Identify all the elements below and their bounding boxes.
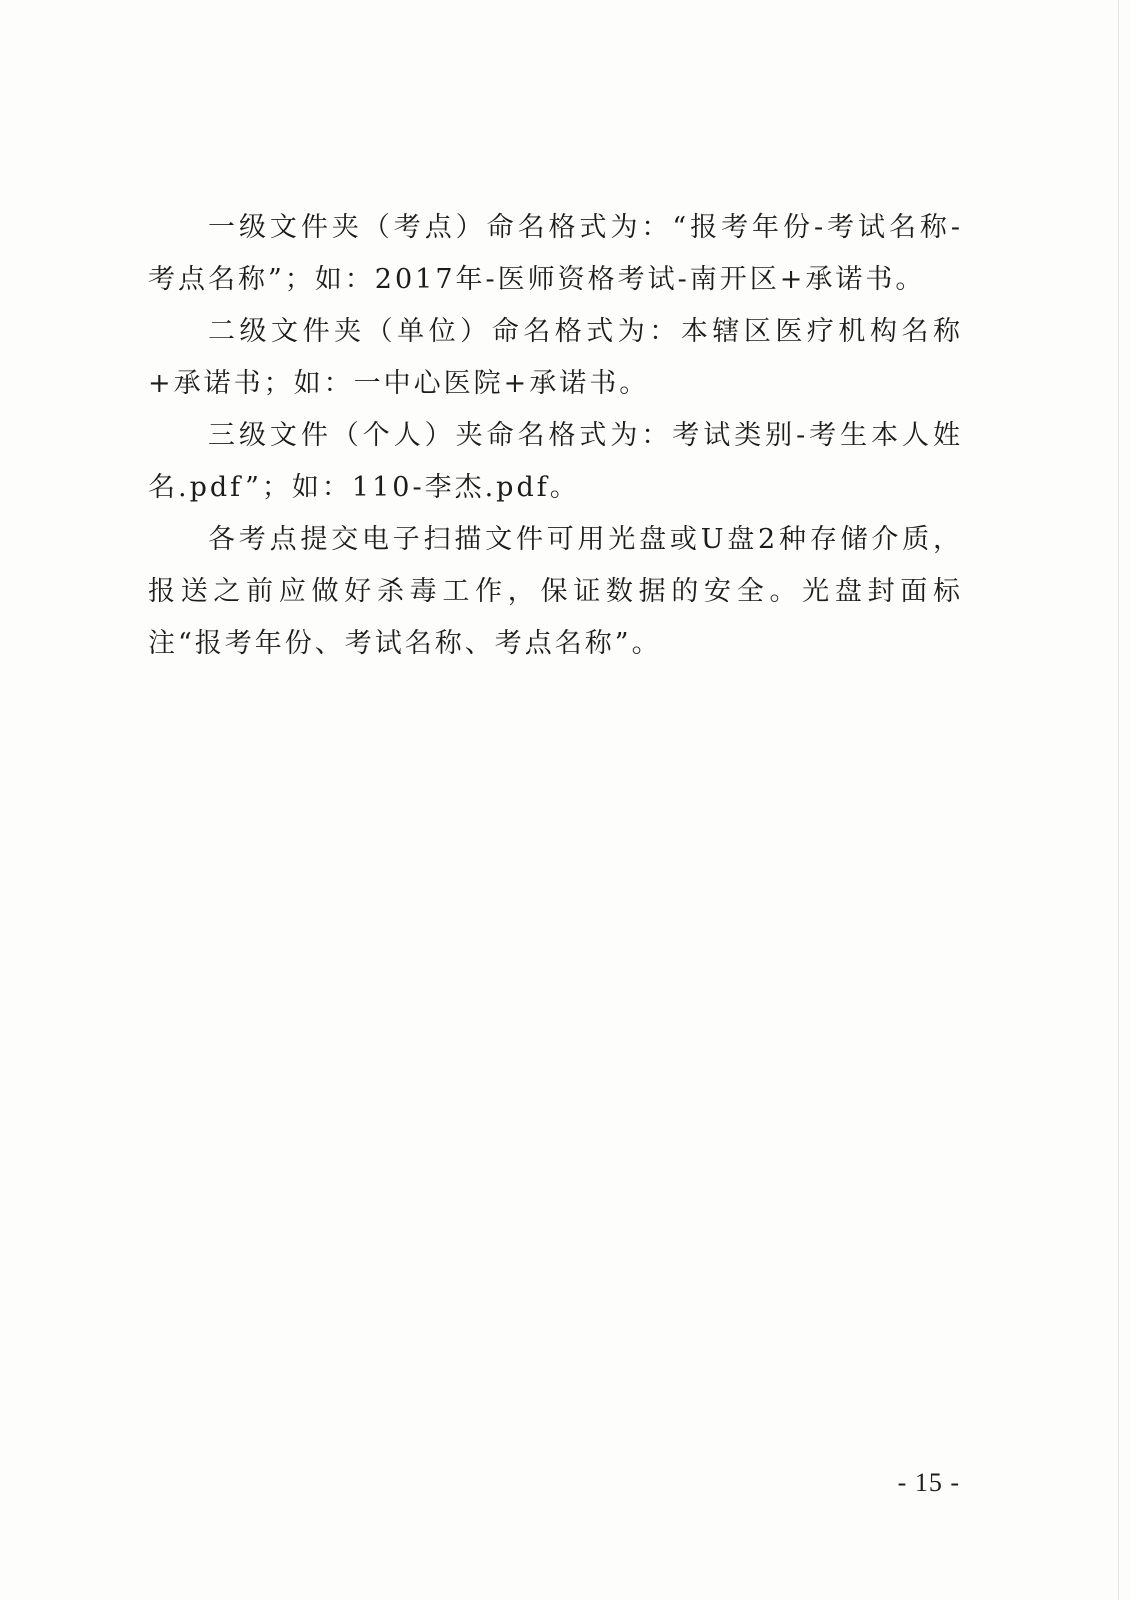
- page-number: - 15 -: [897, 1468, 960, 1497]
- paragraph-folder-level-2: 二级文件夹（单位）命名格式为：本辖区医疗机构名称+承诺书；如：一中心医院+承诺书。: [148, 316, 963, 399]
- paragraph-storage-media: 各考点提交电子扫描文件可用光盘或U盘2种存储介质，报送之前应做好杀毒工作，保证数据的安全。光盘封面标注“报考年份、考试名称、考点名称”。: [148, 524, 963, 659]
- paragraph-folder-level-3: 三级文件（个人）夹命名格式为：考试类别-考生本人姓名.pdf”；如：110-李杰.pdf。: [148, 420, 963, 503]
- scan-edge-line: [1118, 0, 1119, 1600]
- document-body: [148, 202, 963, 670]
- paragraph-folder-level-1: 一级文件夹（考点）命名格式为：“报考年份-考试名称-考点名称”；如：2017年-医师资格考试-南开区+承诺书。: [148, 212, 963, 295]
